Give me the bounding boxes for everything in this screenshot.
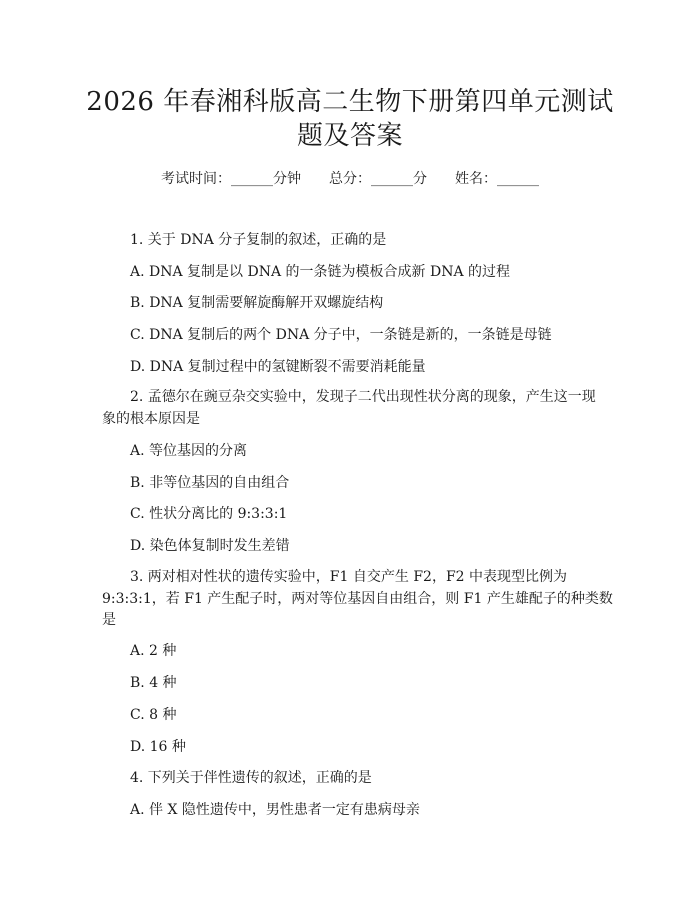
question-1-text: 1. 关于 DNA 分子复制的叙述，正确的是 [130,232,387,248]
question-1-option-b: B. DNA 复制需要解旋酶解开双螺旋结构 [130,295,384,311]
exam-meta-line: 考试时间：______分钟 总分：______分 姓名：______ [161,171,539,187]
question-2-option-b: B. 非等位基因的自由组合 [130,475,290,491]
question-3-text-line-2: 9:3:3:1，若 F1 产生配子时，两对等位基因自由组合，则 F1 产生雄配子的种类数 [102,591,613,607]
question-2-option-c: C. 性状分离比的 9:3:3:1 [130,506,288,522]
question-3-text-line-3: 是 [102,612,116,628]
question-3-option-d: D. 16 种 [130,739,186,755]
question-2-text-line-1: 2. 孟德尔在豌豆杂交实验中，发现子二代出现性状分离的现象，产生这一现 [130,389,596,405]
question-1-option-d: D. DNA 复制过程中的氢键断裂不需要消耗能量 [130,359,426,375]
question-2-option-a: A. 等位基因的分离 [130,443,248,459]
document-title-line-1: 2026 年春湘科版高二生物下册第四单元测试 [86,87,614,117]
question-2-text-line-2: 象的根本原因是 [102,411,200,427]
document-title-line-2: 题及答案 [296,121,403,151]
question-3-option-b: B. 4 种 [130,675,177,691]
question-2-option-d: D. 染色体复制时发生差错 [130,538,290,554]
question-4-text: 4. 下列关于伴性遗传的叙述，正确的是 [130,770,372,786]
question-1-option-a: A. DNA 复制是以 DNA 的一条链为模板合成新 DNA 的过程 [130,264,511,280]
question-3-text-line-1: 3. 两对相对性状的遗传实验中，F1 自交产生 F2，F2 中表现型比例为 [130,569,568,585]
question-4-option-a: A. 伴 X 隐性遗传中，男性患者一定有患病母亲 [130,802,420,818]
question-1-option-c: C. DNA 复制后的两个 DNA 分子中，一条链是新的，一条链是母链 [130,327,552,343]
question-3-option-a: A. 2 种 [130,643,177,659]
question-3-option-c: C. 8 种 [130,707,177,723]
